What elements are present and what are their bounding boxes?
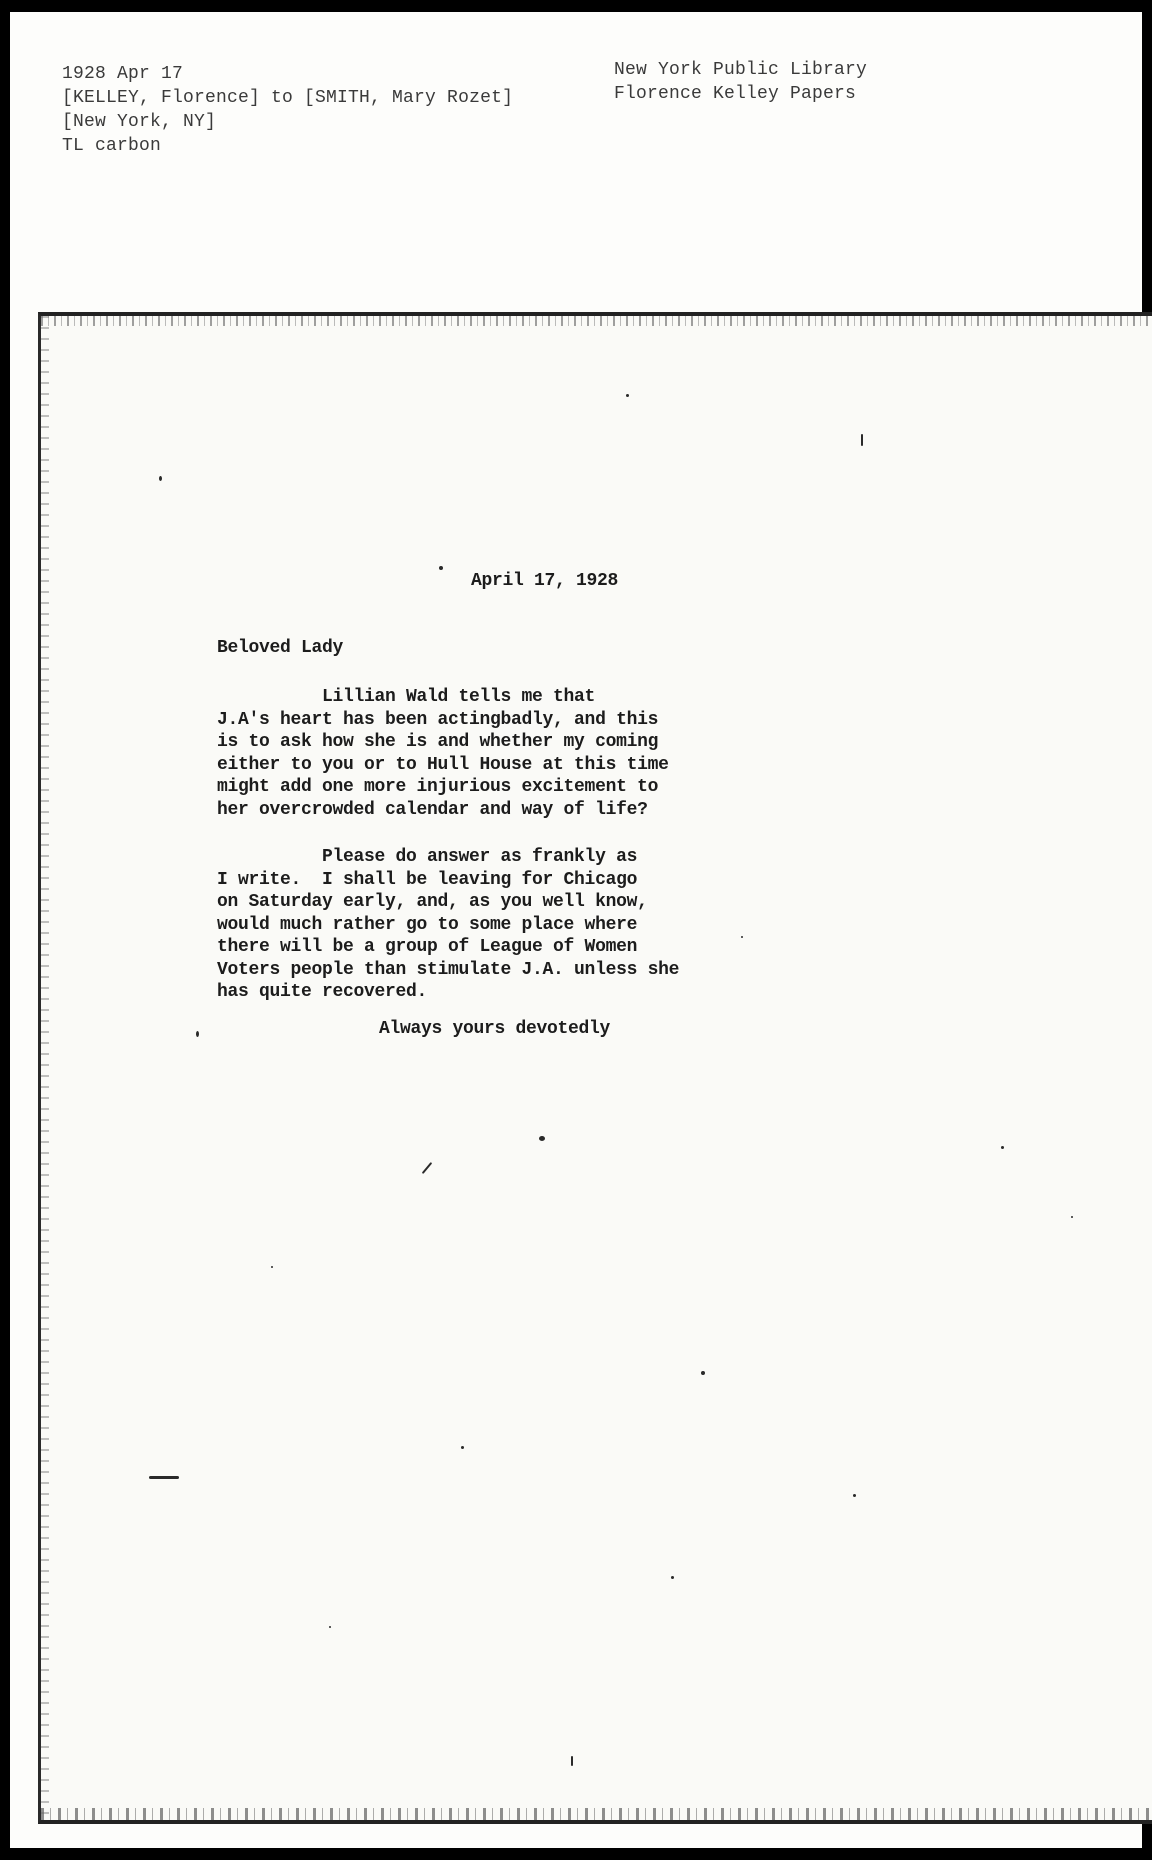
paragraph-line: would much rather go to some place where: [217, 914, 638, 935]
paragraph-line: her overcrowded calendar and way of life?: [217, 799, 648, 820]
letter-date: April 17, 1928: [471, 571, 619, 591]
paragraph-line: J.A's heart has been actingbadly, and this: [217, 709, 659, 730]
collection-name: Florence Kelley Papers: [614, 84, 857, 104]
paragraph-line: on Saturday early, and, as you well know,: [217, 892, 648, 912]
repository-header: [614, 58, 867, 106]
paragraph-line: has quite recovered.: [217, 982, 428, 1002]
closing: Always yours devotedly: [379, 1019, 611, 1039]
paragraph-line: I write. I shall be leaving for Chicago: [217, 869, 638, 890]
catalog-date: 1928 Apr 17: [62, 64, 184, 84]
letter-body: [41, 316, 1152, 1820]
carbon-copy-sheet: [38, 312, 1152, 1824]
paragraph-2: [217, 846, 679, 1004]
repository-name: New York Public Library: [614, 60, 868, 80]
paragraph-line: is to ask how she is and whether my coming: [217, 732, 659, 752]
paragraph-line: Voters people than stimulate J.A. unless she: [217, 959, 680, 980]
catalog-place: [New York, NY]: [62, 112, 217, 132]
catalog-header: [62, 62, 513, 158]
salutation: Beloved Lady: [217, 638, 344, 658]
catalog-format: TL carbon: [62, 136, 162, 156]
paragraph-line: Lillian Wald tells me that: [217, 687, 596, 707]
paragraph-line: either to you or to Hull House at this time: [217, 754, 669, 775]
scanned-page: [10, 12, 1142, 1848]
paragraph-line: there will be a group of League of Women: [217, 937, 638, 957]
paragraph-1: [217, 686, 669, 821]
paragraph-line: might add one more injurious excitement to: [217, 777, 659, 797]
catalog-correspondents: [KELLEY, Florence] to [SMITH, Mary Rozet]: [62, 88, 514, 108]
paragraph-line: Please do answer as frankly as: [217, 847, 638, 867]
